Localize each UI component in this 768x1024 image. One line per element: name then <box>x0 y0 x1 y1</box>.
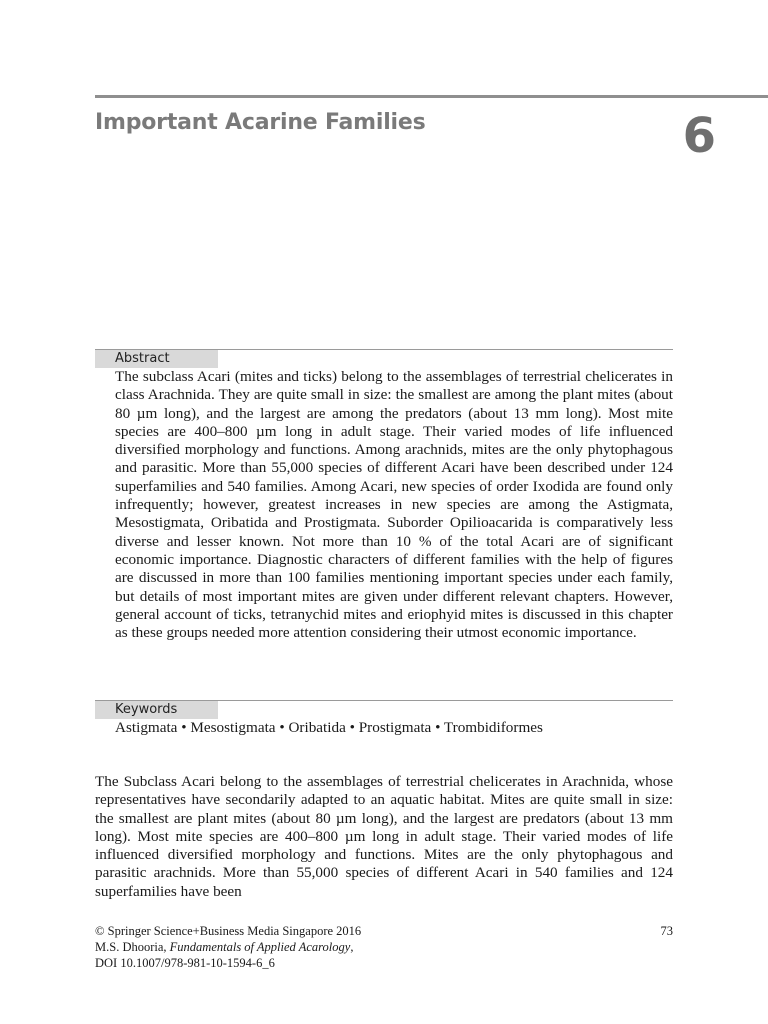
chapter-title: Important Acarine Families <box>95 110 426 135</box>
body-paragraph: The Subclass Acari belong to the assemblages of terrestrial chelicerates in Arachnida, whose representatives have secondarily adapted to an aquatic habitat. Mites are quite small in size: the smallest are plant mites (about 80 µm long), and the largest are predators (about 13 mm long). Most mite species are 400–800 µm long in adult stage. Their varied modes of life influenced diversified morphology and functions. Mites are the only phytophagous and parasitic arachnids. More than 55,000 species of different Acari in 540 families and 124 superfamilies have been <box>95 773 673 900</box>
citation-line <box>95 939 673 955</box>
doi-line: DOI 10.1007/978-981-10-1594-6_6 <box>95 956 275 970</box>
copyright-line: © Springer Science+Business Media Singapore 2016 <box>95 924 362 938</box>
keywords-text: Astigmata • Mesostigmata • Oribatida • Prostigmata • Trombidiformes <box>115 719 543 736</box>
page-number: 73 <box>660 924 673 938</box>
page-footer <box>95 923 673 971</box>
keywords-label: Keywords <box>95 701 218 719</box>
abstract-label: Abstract <box>95 350 218 368</box>
chapter-number: 6 <box>682 108 716 164</box>
chapter-top-rule <box>95 95 768 98</box>
abstract-text: The subclass Acari (mites and ticks) belong to the assemblages of terrestrial chelicerates in class Arachnida. They are quite small in size: the smallest are among the plant mites (about 80 µm long), and the largest are among the predators (about 13 mm long). Most mite species are 400–800 µm long in adult stage. Their varied modes of life influenced diversified morphology and functions. Among arachnids, mites are the only phytophagous and parasitic. More than 55,000 species of different Acari have been described under 124 superfamilies and 540 families. Among Acari, new species of order Ixodida are found only infrequently; however, greatest increases in new species are among the Astigmata, Mesostigmata, Oribatida and Prostigmata. Suborder Opilioacarida is comparatively less diverse and lesser known. Not more than 10 % of the total Acari are of significant economic importance. Diagnostic characters of different families with the help of figures are discussed in more than 100 families mentioning important species under each family, but details of most important mites are given under different relevant chapters. However, general account of ticks, tetranychid mites and eriophyid mites is discussed in this chapter as these groups needed more attention considering their utmost economic importance. <box>115 368 673 642</box>
book-title-suffix: , <box>350 940 354 954</box>
book-title: Fundamentals of Applied Acarology <box>169 940 351 954</box>
author-name: M.S. Dhooria, <box>95 940 170 954</box>
